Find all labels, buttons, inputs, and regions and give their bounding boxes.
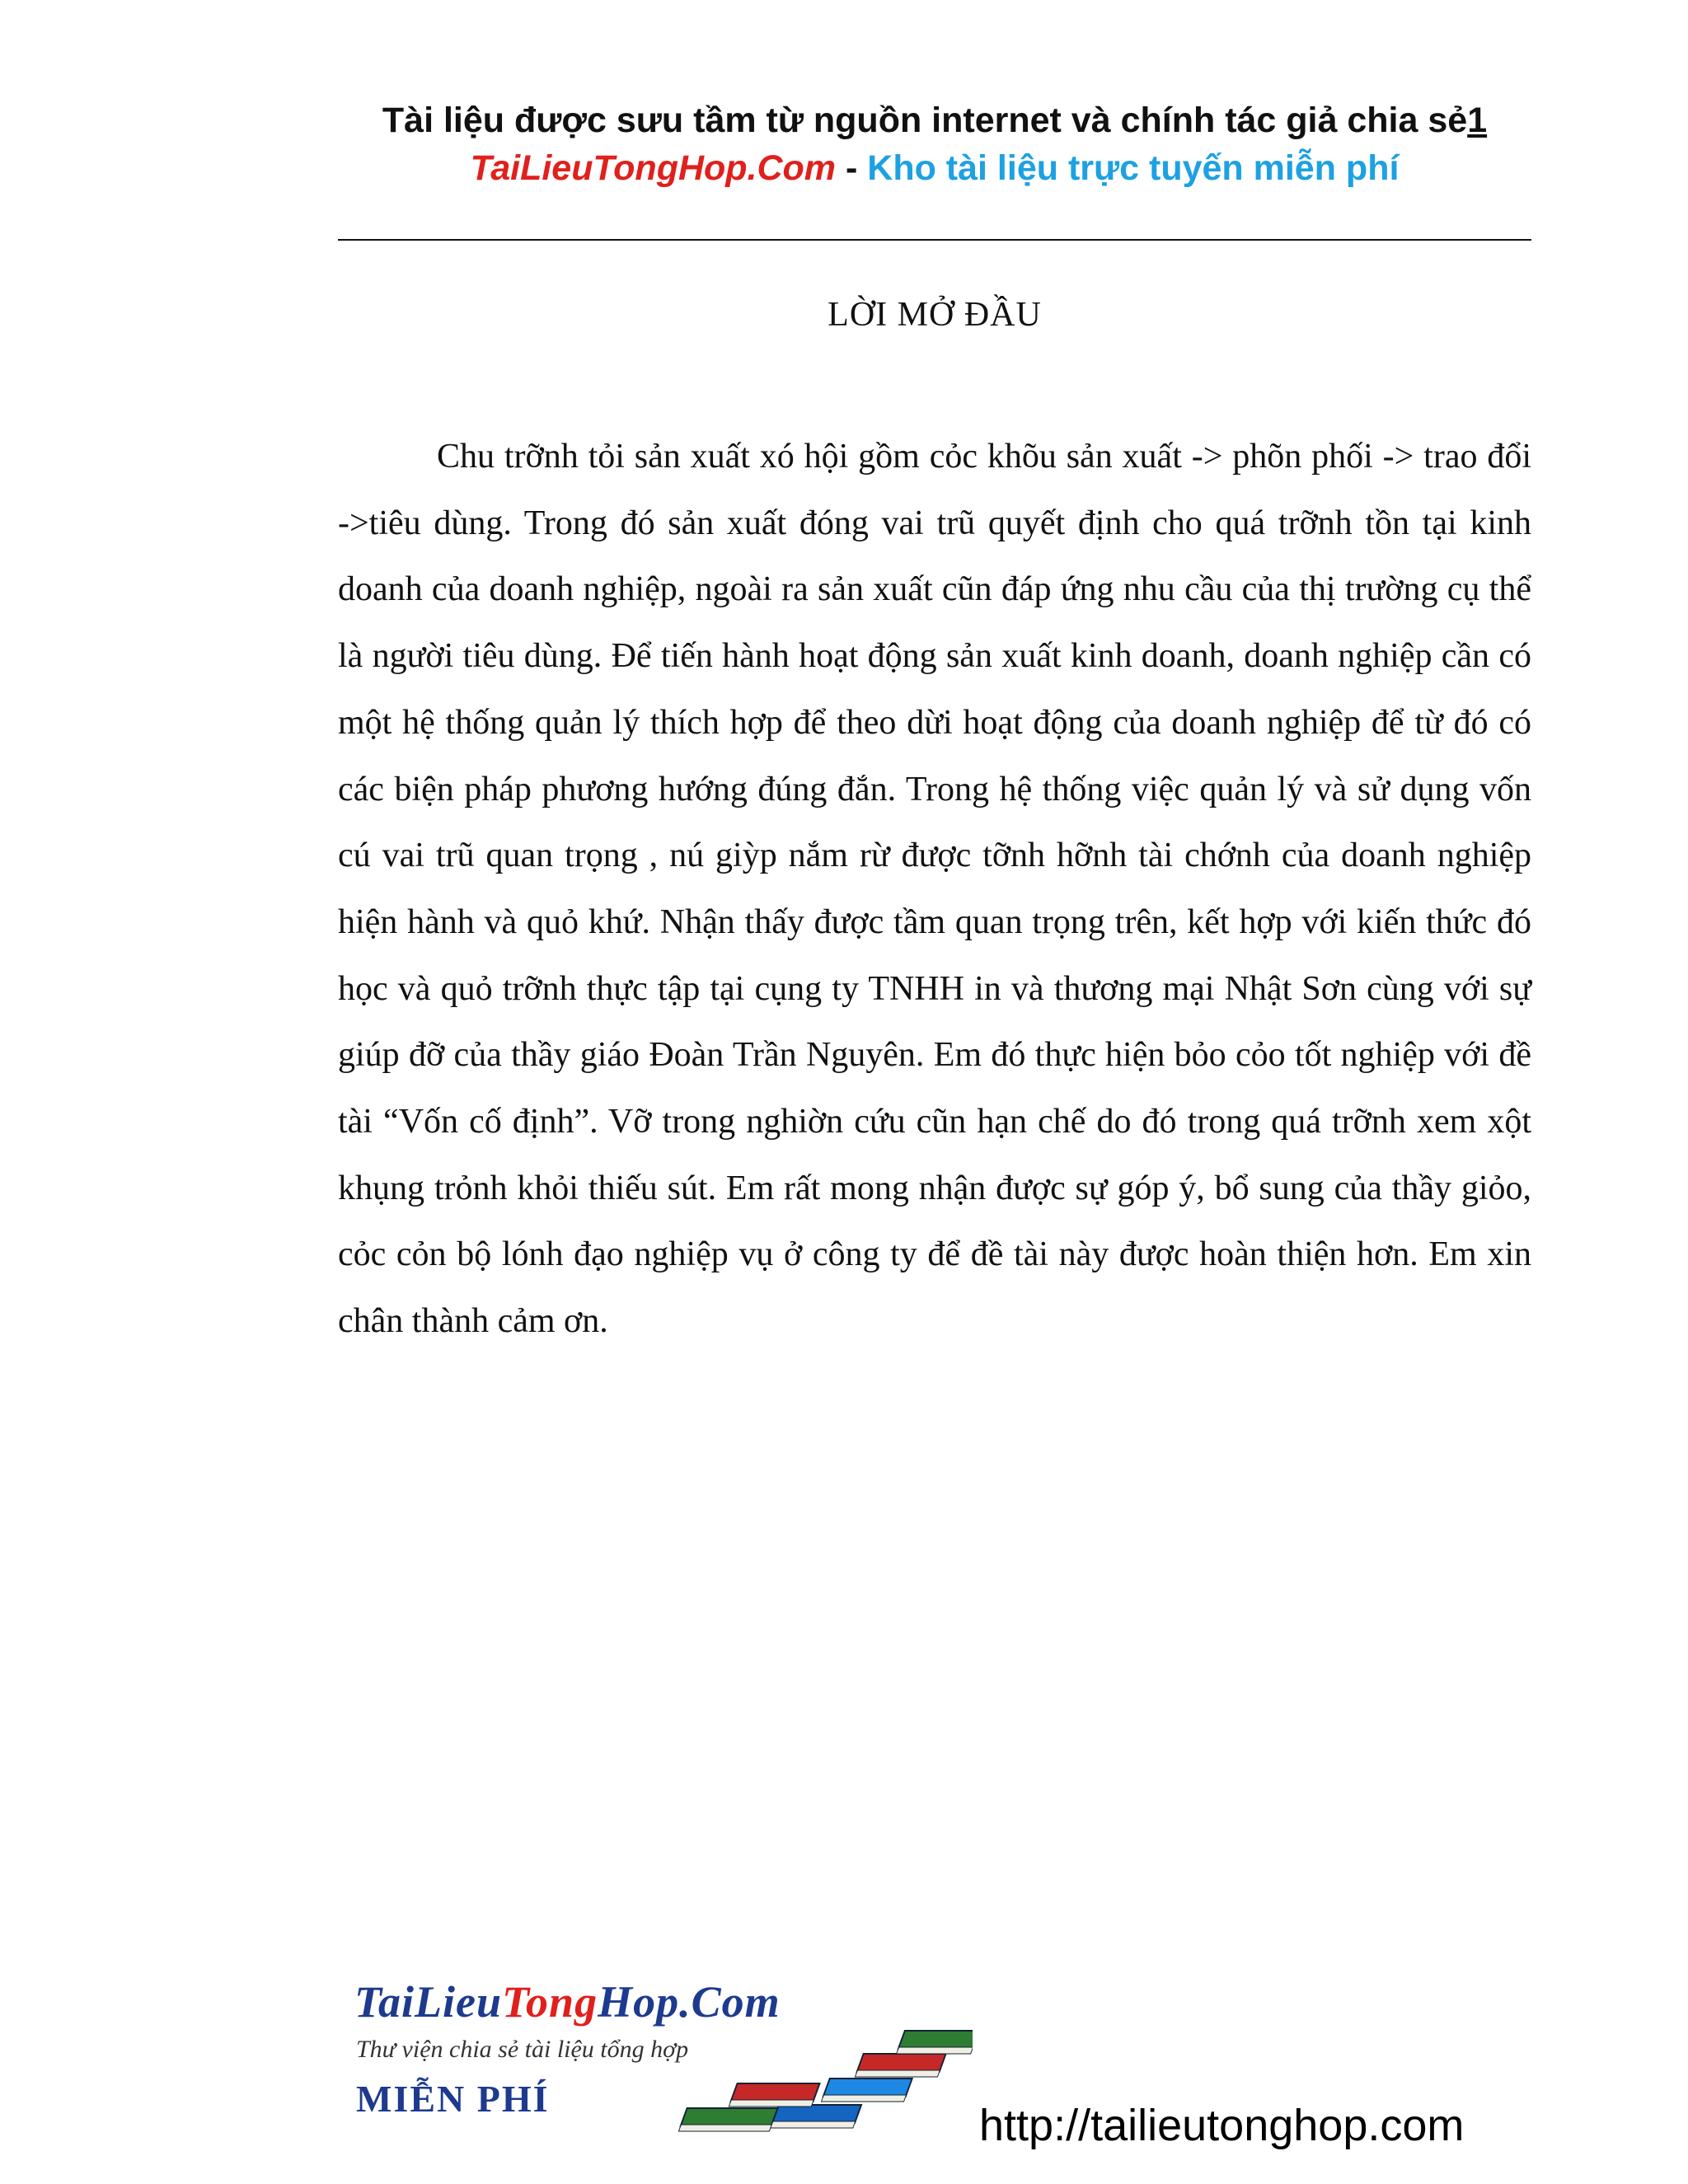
header-divider [338, 239, 1531, 241]
header-notice [338, 97, 1531, 143]
footer-logo[interactable] [346, 1968, 973, 2149]
document-title: LỜI MỞ ĐẦU [828, 296, 1042, 334]
logo-wordmark-part2: Tong [502, 1977, 598, 2027]
logo-wordmark [354, 1976, 781, 2027]
site-tagline: Kho tài liệu trực tuyến miễn phí [867, 148, 1400, 188]
logo-subtitle: Thư viện chia sẻ tài liệu tổng hợp [356, 2036, 689, 2063]
body-paragraph: Chu trỡnh tỏi sản xuất xó hội gồm cỏc khõu sản xuất -> phõn phối -> trao đổi ->tiêu dùng. Trong đó sản xuất đóng vai trũ quyết định cho quá trỡnh tồn tại kinh doanh của doanh nghiệp, ngoài ra sản xuất cũn đáp ứng nhu cầu của thị trường cụ thể là người tiêu dùng. Để tiến hành hoạt động sản xuất kinh doanh, doanh nghiệp cần có một hệ thống quản lý thích hợp để theo dừi hoạt động của doanh nghiệp để từ đó có các biện pháp phương hướng đúng đắn. Trong hệ thống việc quản lý và sử dụng vốn cú vai trũ quan trọng , nú giỳp nắm rừ được tỡnh hỡnh tài chớnh của doanh nghiệp hiện hành và quỏ khứ. Nhận thấy được tầm quan trọng trên, kết hợp với kiến thức đó học và quỏ trỡnh thực tập tại cụng ty TNHH in và thương mại Nhật Sơn cùng với sự giúp đỡ của thầy giáo Đoàn Trần Nguyên. Em đó thực hiện bỏo cỏo tốt nghiệp với đề tài “Vốn cố định”. Vỡ trong nghiờn cứu cũn hạn chế do đó trong quá trỡnh xem xột khụng trỏnh khỏi thiếu sút. Em rất mong nhận được sự góp ý, bổ sung của thầy giỏo, cỏc cỏn bộ lónh đạo nghiệp vụ ở công ty để đề tài này được hoàn thiện hơn. Em xin chân thành cảm ơn. [338, 438, 1531, 1341]
logo-wordmark-part3: Hop.Com [598, 1977, 781, 2027]
page-header [338, 97, 1531, 191]
footer-url-link[interactable]: http://tailieutonghop.com [979, 2101, 1465, 2150]
header-separator: - [836, 148, 868, 188]
logo-wordmark-part1: TaiLieu [354, 1977, 503, 2027]
books-stack-icon [593, 2026, 973, 2141]
header-site-line [338, 145, 1531, 191]
page-number: 1 [1467, 101, 1488, 140]
site-name-link[interactable]: TaiLieuTongHop.Com [470, 148, 837, 188]
header-notice-text: Tài liệu được sưu tầm từ nguồn internet và chính tác giả chia sẻ [382, 101, 1468, 140]
logo-free-label: MIỄN PHÍ [356, 2078, 550, 2120]
